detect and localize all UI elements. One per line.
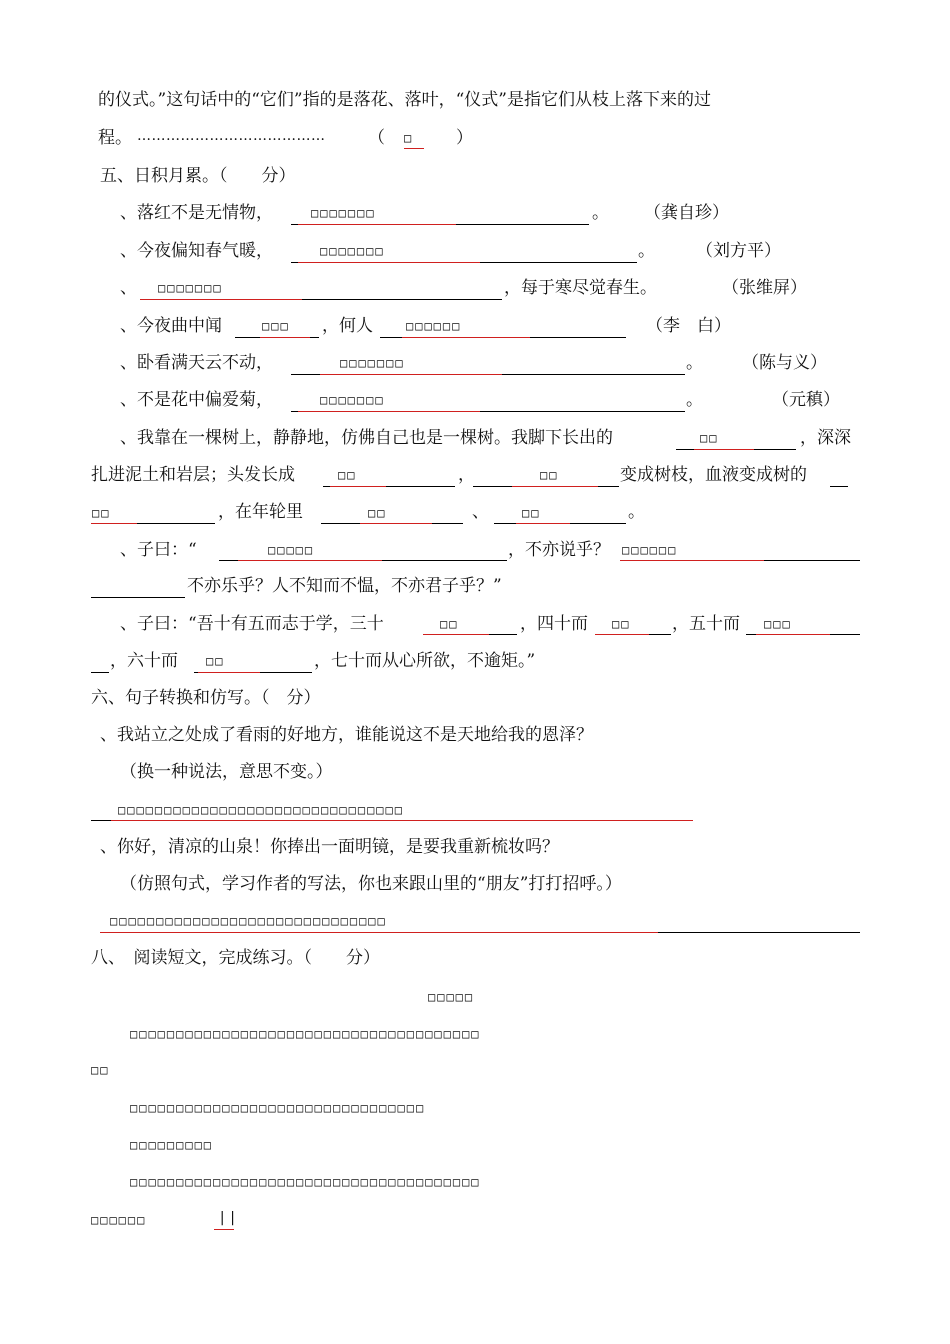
answer-text: □□ bbox=[92, 506, 111, 520]
poem-author: （刘方平） bbox=[696, 241, 781, 261]
answer-text: □□ bbox=[368, 506, 387, 520]
answer-mark: □ bbox=[404, 131, 414, 145]
text-line: 的仪式。”这句话中的“它们”指的是落花、落叶，“仪式”是指它们从枝上落下来的过 bbox=[98, 90, 711, 110]
answer-underline bbox=[238, 560, 382, 561]
text-line: ，四十而 bbox=[520, 614, 588, 634]
answer-text: □□□□□ bbox=[268, 543, 315, 557]
passage-line: □□□□□□□□□□□□□□□□□□□□□□□□□□□□□□□□□□□□□□ bbox=[130, 1175, 481, 1189]
poem-author: （张维屏） bbox=[722, 278, 807, 298]
answer-text: □□ bbox=[540, 468, 559, 482]
answer-text: □□□□□□□ bbox=[320, 393, 385, 407]
poem-line: ，何人 bbox=[322, 316, 373, 336]
blank-line[interactable] bbox=[91, 672, 109, 673]
answer-underline bbox=[91, 523, 137, 524]
answer-underline bbox=[298, 224, 456, 225]
text-line: 、 bbox=[472, 502, 489, 522]
answer-text: □□□ bbox=[764, 617, 792, 631]
answer-underline bbox=[756, 634, 830, 635]
passage-line: □□□□□□□□□□□□□□□□□□□□□□□□□□□□□□□□□□□□□□ bbox=[130, 1027, 481, 1041]
poem-line: 、 bbox=[120, 278, 137, 298]
answer-text: □□ bbox=[612, 617, 631, 631]
answer-underline bbox=[512, 486, 598, 487]
poem-line: ，每于寒尽觉春生。 bbox=[504, 278, 657, 298]
answer-underline bbox=[140, 299, 302, 300]
question-note: （换一种说法，意思不变。） bbox=[120, 762, 333, 782]
answer-underline bbox=[404, 148, 424, 149]
answer-underline bbox=[320, 374, 502, 375]
answer-underline bbox=[516, 523, 570, 524]
section-heading: 五、日积月累。（ 分） bbox=[100, 166, 296, 186]
text-line: 程。 bbox=[98, 128, 132, 148]
answer-underline bbox=[595, 634, 649, 635]
answer-text: □□ bbox=[338, 468, 357, 482]
answer-text: □□□□□□□ bbox=[320, 244, 385, 258]
answer-text: □□ bbox=[522, 506, 541, 520]
leader-dots: ………………………………… bbox=[137, 128, 326, 144]
answer-underline bbox=[620, 560, 764, 561]
text-line: 扎进泥土和岩层；头发长成 bbox=[91, 465, 295, 485]
text-line: ， bbox=[458, 465, 475, 485]
answer-underline bbox=[298, 262, 480, 263]
answer-text: □□□□□□□ bbox=[311, 206, 376, 220]
bracket-close: ） bbox=[456, 128, 473, 148]
answer-underline bbox=[694, 449, 754, 450]
text-line: 、子曰：“ bbox=[120, 540, 197, 560]
answer-text: □□□□□□ bbox=[622, 543, 678, 557]
text-line: ，深深 bbox=[800, 428, 851, 448]
answer-text: □□ bbox=[206, 654, 225, 668]
answer-underline bbox=[360, 523, 432, 524]
answer-underline bbox=[402, 337, 530, 338]
text-line: 、我靠在一棵树上，静静地，仿佛自己也是一棵树。我脚下长出的 bbox=[120, 428, 613, 448]
passage-line: □□□□□□□□□ bbox=[130, 1138, 214, 1152]
period: 。 bbox=[686, 390, 703, 410]
poem-author: （龚自珍） bbox=[644, 203, 729, 223]
poem-line: 、今夜偏知春气暖， bbox=[120, 241, 273, 261]
answer-text: □□□ bbox=[262, 319, 290, 333]
poem-line: 、卧看满天云不动， bbox=[120, 353, 273, 373]
answer-text: □□ bbox=[440, 617, 459, 631]
answer-text: □□□□□□□□□□□□□□□□□□□□□□□□□□□□□□ bbox=[110, 914, 387, 928]
poem-author: （李 白） bbox=[646, 316, 731, 336]
answer-text: □□□□□□□ bbox=[340, 356, 405, 370]
question-text: 、你好，清凉的山泉！你捧出一面明镜，是要我重新梳妆吗？ bbox=[100, 837, 559, 857]
text-line: 变成树枝，血液变成树的 bbox=[620, 465, 807, 485]
period: 。 bbox=[686, 353, 703, 373]
answer-underline bbox=[100, 932, 658, 933]
answer-underline bbox=[214, 1229, 234, 1230]
section-heading: 六、句子转换和仿写。（ 分） bbox=[91, 688, 321, 708]
passage-line: □□□□□□□□□□□□□□□□□□□□□□□□□□□□□□□□ bbox=[130, 1101, 426, 1115]
text-line: ，五十而 bbox=[672, 614, 740, 634]
text-line: 。 bbox=[628, 502, 645, 522]
answer-text: □□□□□□□ bbox=[158, 281, 223, 295]
text-line: ，在年轮里 bbox=[218, 502, 303, 522]
answer-text: □□□□□□□□□□□□□□□□□□□□□□□□□□□□□□□ bbox=[118, 803, 404, 817]
poem-line: 、不是花中偏爱菊， bbox=[120, 390, 273, 410]
question-note: （仿照句式，学习作者的写法，你也来跟山里的“朋友”打打招呼。） bbox=[120, 874, 622, 894]
poem-line: 、今夜曲中闻 bbox=[120, 316, 222, 336]
answer-underline bbox=[423, 634, 489, 635]
question-text: 、我站立之处成了看雨的好地方，谁能说这不是天地给我的恩泽？ bbox=[100, 725, 593, 745]
period: 。 bbox=[592, 203, 609, 223]
answer-underline bbox=[298, 411, 480, 412]
blank-line[interactable] bbox=[658, 932, 860, 933]
text-line: ，不亦说乎？ bbox=[508, 540, 610, 560]
passage-line: □□□□□□ bbox=[91, 1213, 147, 1227]
answer-text: □□ bbox=[700, 431, 719, 445]
poem-line: 、落红不是无情物， bbox=[120, 203, 273, 223]
section-heading: 八、 阅读短文，完成练习。（ 分） bbox=[91, 948, 380, 968]
passage-line: □□ bbox=[91, 1063, 110, 1077]
answer-underline bbox=[198, 672, 260, 673]
blank-line[interactable] bbox=[830, 486, 848, 487]
period: 。 bbox=[638, 241, 655, 261]
passage-title: □□□□□ bbox=[428, 990, 475, 1004]
answer-mark: || bbox=[218, 1210, 239, 1226]
blank-line[interactable] bbox=[91, 820, 111, 821]
blank-line[interactable] bbox=[91, 597, 185, 598]
answer-underline bbox=[111, 820, 693, 821]
text-line: ，七十而从心所欲，不逾矩。” bbox=[314, 651, 536, 671]
text-line: 不亦乐乎？人不知而不愠，不亦君子乎？” bbox=[187, 576, 502, 596]
answer-underline bbox=[330, 486, 386, 487]
poem-author: （陈与义） bbox=[742, 353, 827, 373]
poem-author: （元稹） bbox=[772, 390, 840, 410]
bracket-open: （ bbox=[368, 128, 385, 148]
answer-text: □□□□□□ bbox=[406, 319, 462, 333]
answer-underline bbox=[260, 337, 310, 338]
text-line: 、子曰：“吾十有五而志于学，三十 bbox=[120, 614, 384, 634]
text-line: ，六十而 bbox=[110, 651, 178, 671]
